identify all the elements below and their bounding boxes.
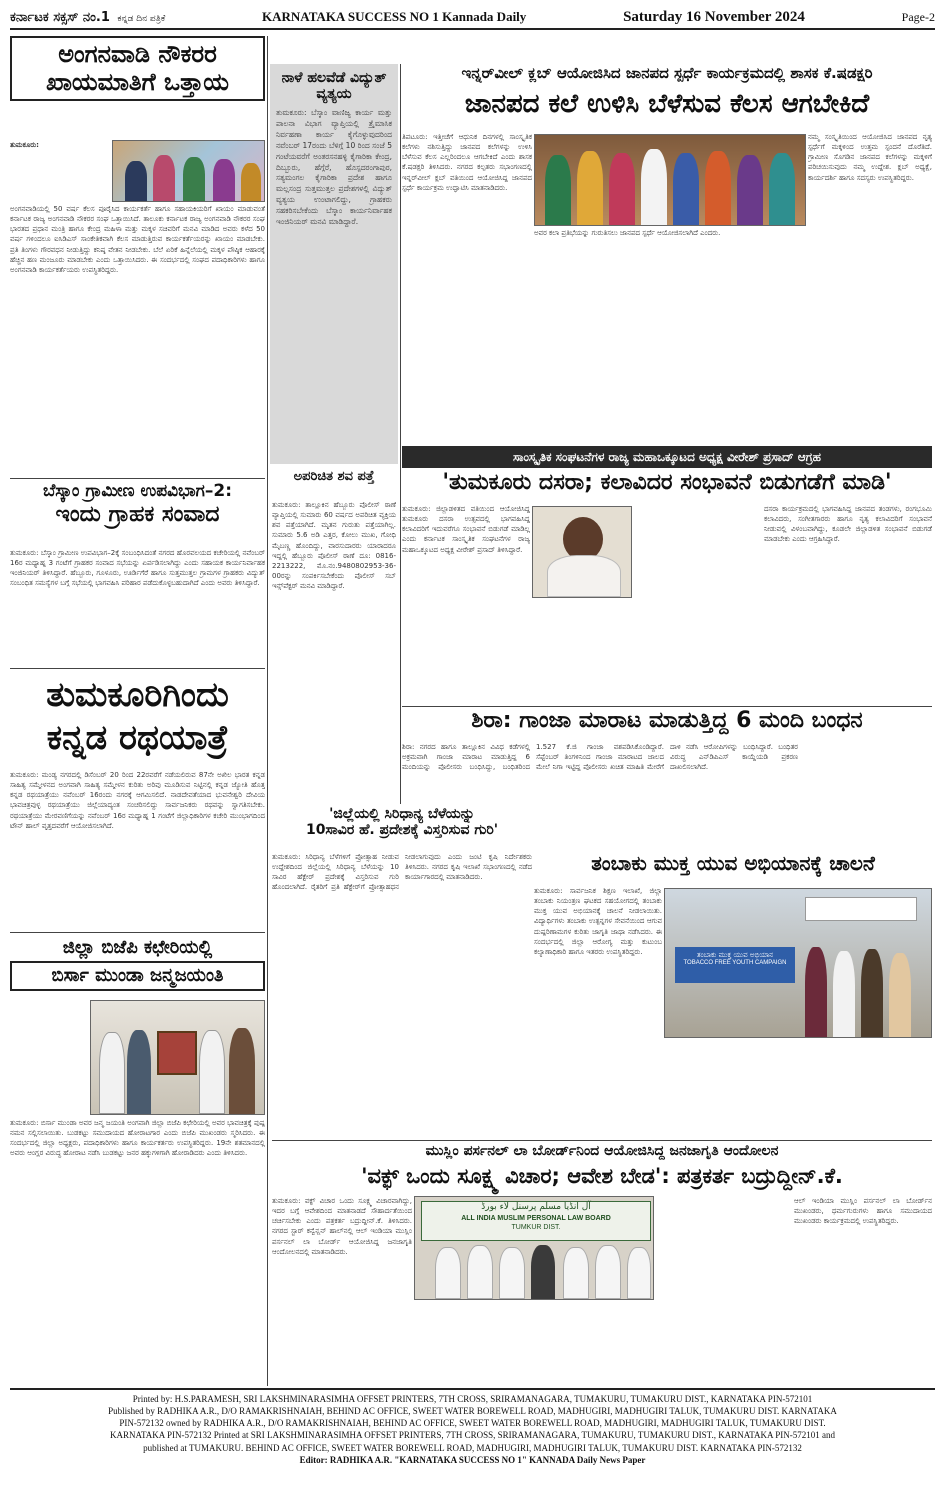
power-cut-body: ತುಮಕೂರು: ಬೆಸ್ಕಾಂ ವಾಣಿಜ್ಯ ಕಾರ್ಯ ಮತ್ತು ಪಾಲನಾ ವಿಭಾಗ ವ್ಯಾಪ್ತಿಯಲ್ಲಿ ತ್ರೈಮಾಸಿಕ ನಿರ್ವಹಣಾ ಕಾರ್ಯ ಕೈಗೊಳ್ಳುವುದರಿಂದ ನವೆಂಬರ್ 17ರಂದು ಬೆಳಿಗ್ಗೆ 10 ರಿಂದ ಸಂಜೆ 5 ಗಂಟೆಯವರೆಗೆ ಅಂತರಸನಹಳ್ಳಿ ಕೈಗಾರಿಕಾ ಕೇಂದ್ರ, ದಿಬ್ಬೂರು, ಹೆಗ್ಗೆರೆ, ಹೊಸ್ಪದರಂಗಾಪುರ, ಸತ್ಯಮಂಗಲ ಕೈಗಾರಿಕಾ ಪ್ರದೇಶ ಹಾಗೂ ಮಲ್ಲಸಂದ್ರ ಸುತ್ತಮುತ್ತಲ ಪ್ರದೇಶಗಳಲ್ಲಿ ವಿದ್ಯುತ್ ವ್ಯತ್ಯಯ ಉಂಟಾಗಲಿದ್ದು, ಗ್ರಾಹಕರು ಸಹಕರಿಸಬೇಕೆಂದು ಬೆಸ್ಕಾಂ ಕಾರ್ಯನಿರ್ವಾಹಕ ಇಂಜಿನಿಯರ್ ಮನವಿ ಮಾಡಿದ್ದಾರೆ. [276,108,392,226]
waqf-body-left: ತುಮಕೂರು: ವಕ್ಫ್ ವಿಚಾರ ಒಂದು ಸೂಕ್ಷ್ಮ ವಿಚಾರವಾಗಿದ್ದು, ಇದರ ಬಗ್ಗೆ ಆವೇಶದಿಂದ ಮಾತನಾಡದೆ ಸೌಹಾರ್ದತೆಯಿಂದ ಚರ್ಚಿಸಬೇಕು ಎಂದು ಪತ್ರಕರ್ತ ಬದ್ರುದ್ದೀನ್.ಕೆ. ತಿಳಿಸಿದರು. ನಗರದ ಸ್ಟಾರ್ ಕನ್ವೆನ್ಷನ್ ಹಾಲ್‌ನಲ್ಲಿ ಆಲ್ ಇಂಡಿಯಾ ಮುಸ್ಲಿಂ ಪರ್ಸನಲ್ ಲಾ ಬೋರ್ಡ್ ಆಯೋಜಿಸಿದ್ದ ಜನಜಾಗೃತಿ ಆಂದೋಲನದಲ್ಲಿ ಮಾತನಾಡಿದರು. [272,1197,412,1256]
person-figure [641,149,667,225]
person-figure [183,157,205,201]
issue-date: Saturday 16 November 2024 [623,8,805,25]
person-figure [153,155,175,201]
person-figure [861,949,883,1037]
banner-urdu: آل انڈیا مسلم پرسنل لاء بورڈ [481,1202,591,1212]
person-figure [127,1030,151,1114]
person-figure [99,1032,125,1114]
story-anganwadi-body: ಅಂಗನವಾಡಿಯಲ್ಲಿ 50 ವರ್ಷ ಕೆಲಸ ಪೂರೈಸಿದ ಕಾರ್ಯಕರ್ತೆ ಹಾಗೂ ಸಹಾಯಕಿಯರಿಗೆ ಖಾಯಂ ಮಾಡುವಂತೆ ಕರ್ನಾಟಕ ರಾಜ್ಯ ಅಂಗನವಾಡಿ ನೌಕರರ ಸಂಘ ಒತ್ತಾಯಿಸಿದೆ. ತಾಲೂಕು ಕರ್ನಾಟಕ ರಾಜ್ಯ ಅಂಗನವಾಡಿ ನೌಕರರ ಸಂಘ ಭಾರತದ ಪ್ರಧಾನ ಮಂತ್ರಿ ಹಾಗೂ ಕೇಂದ್ರ ಮಹಿಳಾ ಮತ್ತು ಮಕ್ಕಳ ಸಚಿವರಿಗೆ ಮನವಿ ಮಾಡಿದ ಅವರು ಕಳೆದ 50 ವರ್ಷ ಗಳಿಂದಲೂ ಐಸಿಡಿಎಸ್ ಸಾಂಕೇತಿಕವಾಗಿ ಕೆಲಸ ಮಾಡುತ್ತಿರುವ ಕಾರ್ಯಕರ್ತೆಯರನ್ನು ಖಾಯಂ ಮಾಡಬೇಕು. ಪ್ರತಿ ತಿಂಗಳು ಗೌರವಧನ ನೀಡುತ್ತಿದ್ದು ಕನಿಷ್ಠ ವೇತನ ನೀಡಬೇಕು. ಬೆಲೆ ಏರಿಕೆ ಹಿನ್ನೆಲೆಯಲ್ಲಿ ಮಕ್ಕಳ ಪೌಷ್ಠಿಕ ಆಹಾರಕ್ಕೆ ಹೆಚ್ಚಿನ ಹಣ ಮಂಜೂರು ಮಾಡಬೇಕು ಎಂದು ಒತ್ತಾಯಿಸಿದರು. ಈ ಸಂದರ್ಭದಲ್ಲಿ ಸಂಘದ ಪದಾಧಿಕಾರಿಗಳು ಹಾಗೂ ಅಂಗನವಾಡಿ ಕಾರ್ಯಕರ್ತೆಯರು ಉಪಸ್ಥಿತರಿದ್ದರು. [10,205,265,274]
banner-english: ALL INDIA MUSLIM PERSONAL LAW BOARD [461,1214,611,1222]
story-birsa-body: ತುಮಕೂರು: ಬಿರ್ಸಾ ಮುಂಡಾ ಅವರ ಜನ್ಮ ಜಯಂತಿ ಅಂಗವಾಗಿ ಜಿಲ್ಲಾ ಬಿಜೆಪಿ ಕಛೇರಿಯಲ್ಲಿ ಅವರ ಭಾವಚಿತ್ರಕ್ಕೆ ಪುಷ್ಪ ನಮನ ಸಲ್ಲಿಸಲಾಯಿತು. ಬುಡಕಟ್ಟು ಸಮುದಾಯದ ಹೋರಾಟಗಾರ ಎಂದು ಬಿಜೆಪಿ ಮುಖಂಡರು ಸ್ಮರಿಸಿದರು. ಈ ಸಂದರ್ಭದಲ್ಲಿ ಜಿಲ್ಲಾ ಅಧ್ಯಕ್ಷರು, ಪದಾಧಿಕಾರಿಗಳು ಹಾಗೂ ಕಾರ್ಯಕರ್ತರು ಉಪಸ್ಥಿತರಿದ್ದರು. 19ನೇ ಶತಮಾನದಲ್ಲಿ ಅವರು ಆಂಗ್ಲರ ವಿರುದ್ಧ ಹೋರಾಟ ನಡೆಸಿ ಬುಡಕಟ್ಟು ಜನರ ಹಕ್ಕುಗಳಿಗಾಗಿ ಹೋರಾಡಿದರು ಎಂದು ತಿಳಿಸಿದರು. [10,1119,265,1158]
jaanapada-body-right: ನಮ್ಮ ಸಂಸ್ಕೃತಿಯಿಂದ ಆಯೋಜಿಸಿದ ಜಾನಪದ ನೃತ್ಯ ಸ್ಪರ್ಧೆಗೆ ಮಕ್ಕಳಿಂದ ಉತ್ತಮ ಸ್ಪಂದನೆ ದೊರೆತಿದೆ. ಗ್ರಾಮೀಣ ಸೊಗಡಿನ ಜಾನಪದ ಕಲೆಗಳನ್ನು ಮಕ್ಕಳಿಗೆ ಪರಿಚಯಿಸುವುದು ನಮ್ಮ ಉದ್ದೇಶ. ಕ್ಲಬ್ ಅಧ್ಯಕ್ಷೆ, ಕಾರ್ಯದರ್ಶಿ ಹಾಗೂ ಸದಸ್ಯರು ಉಪಸ್ಥಿತರಿದ್ದರು. [808,133,932,182]
divider [10,932,265,933]
ganja-headline: ಶಿರಾ: ಗಾಂಜಾ ಮಾರಾಟ ಮಾಡುತ್ತಿದ್ದ 6 ಮಂದಿ ಬಂಧನ [471,708,863,733]
divider [402,706,932,707]
tobacco-photo [664,888,932,1038]
column-rule [267,36,268,1386]
shirt-figure [547,555,621,597]
imprint-line: Published by RADHIKA A.R., D/O RAMAKRISHNAIAH, BEHIND AC OFFICE, SWEET WATER BOREWELL ROAD, MADHUGIRI, MADHUGIRI TALUK, TUMAKURU DIST. KARNATAKA [108,1406,837,1417]
story-birsa-intro [10,1000,88,1120]
person-figure [673,153,699,225]
person-figure [467,1245,493,1299]
person-figure [213,159,235,201]
person-figure [435,1247,461,1299]
person-figure [737,155,763,225]
headline-line-1: ಬೆಸ್ಕಾಂ ಗ್ರಾಮೀಣ ಉಪವಿಭಾಗ–2: [43,481,232,501]
waqf-photo [414,1196,654,1300]
imprint-line: Printed by: H.S.PARAMESH, SRI LAKSHMINARASIMHA OFFSET PRINTERS, 7TH CROSS, SRIRAMANAGARA, TUMAKURU, TUMAKURU DIST., KARNATAKA PIN-572101 [132,1394,813,1404]
ganja-body: ಶಿರಾ: ನಗರದ ಹಾಗೂ ತಾಲ್ಲೂಕಿನ ವಿವಿಧ ಕಡೆಗಳಲ್ಲಿ ಅಕ್ರಮವಾಗಿ ಗಾಂಜಾ ಮಾರಾಟ ಮಾಡುತ್ತಿದ್ದ 6 ಮಂದಿಯನ್ನು ಪೊಲೀಸರು ಬಂಧಿಸಿದ್ದು, ಬಂಧಿತರಿಂದ 1.527 ಕೆ.ಜಿ ಗಾಂಜಾ ವಶಪಡಿಸಿಕೊಂಡಿದ್ದಾರೆ. ಸೆಪ್ಟೆಂಬರ್ ತಿಂಗಳಿನಿಂದ ಗಾಂಜಾ ಮಾರಾಟದ ಜಾಲದ ಮೇಲೆ ನಿಗಾ ಇಟ್ಟಿದ್ದ ಪೊಲೀಸರು ಖಚಿತ ಮಾಹಿತಿ ಮೇರೆಗೆ ದಾಳಿ ನಡೆಸಿ ಆರೋಪಿಗಳನ್ನು ಬಂಧಿಸಿದ್ದಾರೆ. ಬಂಧಿತರ ವಿರುದ್ಧ ಎನ್‌ಡಿಪಿಎಸ್ ಕಾಯ್ದೆಯಡಿ ಪ್ರಕರಣ ದಾಖಲಿಸಲಾಗಿದೆ. [402,743,798,772]
person-figure [545,155,571,225]
jaanapada-body-left: ತಿಪಟೂರು: ಇತ್ತೀಚೆಗೆ ಆಧುನಿಕ ದಿನಗಳಲ್ಲಿ ಸಾಂಸ್ಕೃತಿಕ ಕಲೆಗಳು ನಶಿಸುತ್ತಿದ್ದು ಜಾನಪದ ಕಲೆಗಳನ್ನು ಉಳಿಸಿ ಬೆಳೆಸುವ ಕೆಲಸ ಎಲ್ಲರಿಂದಲೂ ಆಗಬೇಕಿದೆ ಎಂದು ಶಾಸಕ ಕೆ.ಷಡಕ್ಷರಿ ತಿಳಿಸಿದರು. ನಗರದ ಕಲ್ಪತರು ಸಭಾಂಗಣದಲ್ಲಿ ಇನ್ನರ್‌ವೀಲ್ ಕ್ಲಬ್ ವತಿಯಿಂದ ಆಯೋಜಿಸಿದ್ದ ಜಾನಪದ ಸ್ಪರ್ಧೆ ಕಾರ್ಯಕ್ರಮ ಉದ್ಘಾಟಿಸಿ ಮಾತನಾಡಿದರು. [402,133,532,192]
portrait-frame [157,1031,197,1075]
dasara-headline: 'ತುಮಕೂರು ದಸರಾ; ಕಲಾವಿದರ ಸಂಭಾವನೆ ಬಿಡುಗಡೆಗೆ ಮಾಡಿ' [442,470,892,495]
waqf-body-mid [414,1302,654,1384]
person-figure [563,1247,589,1299]
headline-line-2: 10ಸಾವಿರ ಹೆ. ಪ್ರದೇಶಕ್ಕೆ ವಿಸ್ತರಿಸುವ ಗುರಿ' [305,822,499,839]
campaign-banner-text: ತಂಬಾಕು ಮುಕ್ತ ಯುವ ಅಭಿಯಾನ [696,951,774,959]
law-board-banner [421,1201,651,1241]
person-figure [595,1245,621,1299]
tobacco-body-right [664,1040,932,1136]
anganwadi-photo [112,140,265,202]
tobacco-body: ತುಮಕೂರು: ಸಾರ್ವಜನಿಕ ಶಿಕ್ಷಣ ಇಲಾಖೆ, ಜಿಲ್ಲಾ ತಂಬಾಕು ನಿಯಂತ್ರಣ ಘಟಕದ ಸಹಯೋಗದಲ್ಲಿ ತಂಬಾಕು ಮುಕ್ತ ಯುವ ಅಭಿಯಾನಕ್ಕೆ ಚಾಲನೆ ನೀಡಲಾಯಿತು. ವಿದ್ಯಾರ್ಥಿಗಳು ತಂಬಾಕು ಉತ್ಪನ್ನಗಳ ಸೇವನೆಯಿಂದ ಆಗುವ ದುಷ್ಪರಿಣಾಮಗಳ ಕುರಿತು ಜಾಗೃತಿ ಜಾಥಾ ನಡೆಸಿದರು. ಈ ಸಂದರ್ಭದಲ್ಲಿ ಜಿಲ್ಲಾ ಆರೋಗ್ಯ ಮತ್ತು ಕುಟುಂಬ ಕಲ್ಯಾಣಾಧಿಕಾರಿ ಹಾಗೂ ಇತರರು ಉಪಸ್ಥಿತರಿದ್ದರು. [534,887,662,956]
story-birsa-headline [10,938,265,991]
headline-line-2: ಕನ್ನಡ ರಥಯಾತ್ರೆ [46,717,229,758]
page-number: Page-2 [901,9,935,24]
waqf-body-right-a [656,1196,792,1384]
person-figure [241,163,261,201]
headline-line-2: ಬಿರ್ಸಾ ಮುಂಡಾ ಜನ್ಮಜಯಂತಿ [10,961,265,992]
headline-line-1: ಜಿಲ್ಲಾ ಬಿಜೆಪಿ ಕಛೇರಿಯಲ್ಲಿ [62,937,213,958]
jaanapada-photo-caption: ಅವರ ಕಲಾ ಪ್ರತಿಭೆಯನ್ನು ಗುರುತಿಸಲು ಜಾನಪದ ಸ್ಪರ್ಧೆ ಆಯೋಜಿಸಲಾಗಿದೆ ಎಂದರು. [534,229,721,237]
power-cut-box [270,64,398,464]
person-figure [229,1028,255,1114]
waqf-body-right: ಆಲ್ ಇಂಡಿಯಾ ಮುಸ್ಲಿಂ ಪರ್ಸನಲ್ ಲಾ ಬೋರ್ಡ್‌ನ ಮುಖಂಡರು, ಧರ್ಮಗುರುಗಳು ಹಾಗೂ ಸಮುದಾಯದ ಮುಖಂಡರು ಕಾರ್ಯಕ್ರಮದಲ್ಲಿ ಉಪಸ್ಥಿತರಿದ್ದರು. [794,1197,932,1226]
campaign-banner-sub: TOBACCO FREE YOUTH CAMPAIGN [683,960,787,966]
person-figure [769,153,795,225]
divider [272,1140,932,1141]
story-bescom-body: ತುಮಕೂರು: ಬೆಸ್ಕಾಂ ಗ್ರಾಮೀಣ ಉಪವಿಭಾಗ–2ಕ್ಕೆ ಸಂಬಂಧಿಸಿದಂತೆ ನಗರದ ಹೊರವಲಯದ ಕಚೇರಿಯಲ್ಲಿ ನವೆಂಬರ್ 16ರ ಮಧ್ಯಾಹ್ನ 3 ಗಂಟೆಗೆ ಗ್ರಾಹಕರ ಸಂವಾದ ಸಭೆಯನ್ನು ಏರ್ಪಡಿಸಲಾಗಿದ್ದು ಎಂದು ಸಹಾಯಕ ಕಾರ್ಯನಿರ್ವಾಹಕ ಇಂಜಿನಿಯರ್ ತಿಳಿಸಿದ್ದಾರೆ. ಹೆಬ್ಬೂರು, ಗೂಳೂರು, ಊರ್ಡಿಗೆರೆ ಹಾಗೂ ಸುತ್ತಮುತ್ತಲ ಗ್ರಾಮಗಳ ಗ್ರಾಹಕರು ವಿದ್ಯುತ್ ಸಂಬಂಧಿತ ಸಮಸ್ಯೆಗಳ ಬಗ್ಗೆ ಸಭೆಯಲ್ಲಿ ಭಾಗವಹಿಸಿ ಪರಿಹಾರ ಪಡೆದುಕೊಳ್ಳಬಹುದಾಗಿದೆ ಎಂದು ಅವರು ತಿಳಿಸಿದ್ದಾರೆ. [10,549,265,588]
banner-district: TUMKUR DIST. [511,1223,561,1231]
veeresh-prasad-photo [532,506,632,598]
person-figure [889,953,911,1037]
headline-line-1: 'ಜಿಲ್ಲೆಯಲ್ಲಿ ಸಿರಿಧಾನ್ಯ ಬೆಳೆಯನ್ನು [329,806,475,822]
siridhanya-headline [272,806,532,838]
dasara-body-left: ತುಮಕೂರು: ಜಿಲ್ಲಾಡಳಿತದ ವತಿಯಿಂದ ಆಯೋಜಿಸಿದ್ದ ತುಮಕೂರು ದಸರಾ ಉತ್ಸವದಲ್ಲಿ ಭಾಗವಹಿಸಿದ್ದ ಕಲಾವಿದರಿಗೆ ಇದುವರೆಗೂ ಸಂಭಾವನೆ ಬಿಡುಗಡೆ ಮಾಡಿಲ್ಲ ಎಂದು ಕರ್ನಾಟಕ ಸಾಂಸ್ಕೃತಿಕ ಸಂಘಟನೆಗಳ ರಾಜ್ಯ ಮಹಾಒಕ್ಕೂಟದ ಅಧ್ಯಕ್ಷ ವೀರೇಶ್ ಪ್ರಸಾದ್ ತಿಳಿಸಿದ್ದಾರೆ. [402,505,530,554]
person-figure [499,1247,525,1299]
jaanapada-kicker: ಇನ್ನರ್‌ವೀಲ್ ಕ್ಲಬ್ ಆಯೋಜಿಸಿದ ಜಾನಪದ ಸ್ಪರ್ಧೆ ಕಾರ್ಯಕ್ರಮದಲ್ಲಿ ಶಾಸಕ ಕೆ.ಷಡಕ್ಷರಿ [461,64,873,82]
headline-line-2: ಖಾಯಮಾತಿಗೆ ಒತ್ತಾಯ [45,67,230,96]
person-figure [805,947,827,1037]
column-rule [400,64,401,804]
imprint-line: KARNATAKA PIN-572132 Printed at SRI LAKSHMINARASIMHA OFFSET PRINTERS, 7TH CROSS, SRIRAMANAGARA, TUMAKURU, TUMAKURU DIST., KARNATAKA PIN-572101 and [110,1430,835,1441]
editor-line: Editor: RADHIKA A.R. "KARNATAKA SUCCESS NO 1" KANNADA Daily News Paper [299,1454,646,1465]
divider [10,668,265,669]
kannada-subtitle: ಕನ್ನಡ ದಿನ ಪತ್ರಿಕೆ [117,13,166,24]
imprint-footer [10,1388,935,1494]
campaign-banner [675,947,795,983]
person-figure [705,151,731,225]
dasara-body-mid [634,504,762,704]
person-figure [531,1245,555,1299]
headline-line-2: ಇಂದು ಗ್ರಾಹಕ ಸಂವಾದ [55,501,220,527]
headline-line-1: ತುಮಕೂರಿಗಿಂದು [46,675,229,715]
waqf-headline: 'ವಕ್ಫ್ ಒಂದು ಸೂಕ್ಷ್ಮ ವಿಚಾರ; ಆವೇಶ ಬೇಡ': ಪತ್ರಕರ್ತ ಬದ್ರುದ್ದೀನ್.ಕೆ. [361,1164,843,1188]
jaanapada-photo [534,134,806,226]
story-anganwadi [10,36,265,101]
headline-line-1: ಅಂಗನವಾಡಿ ನೌಕರರ [58,40,217,68]
person-figure [833,951,855,1037]
kannada-title: ಕರ್ನಾಟಕ ಸಕ್ಸಸ್ ನಂ.1 [10,9,110,25]
english-title: KARNATAKA SUCCESS NO 1 Kannada Daily [262,9,527,24]
dead-body-story: ತುಮಕೂರು: ತಾಲ್ಲೂಕಿನ ಹೆಬ್ಬೂರು ಪೊಲೀಸ್ ಠಾಣೆ ವ್ಯಾಪ್ತಿಯಲ್ಲಿ ಸುಮಾರು 60 ವರ್ಷದ ಅಪರಿಚಿತ ವ್ಯಕ್ತಿಯ ಶವ ಪತ್ತೆಯಾಗಿದೆ. ಮೃತನ ಗುರುತು ಪತ್ತೆಯಾಗಿಲ್ಲ. ಸುಮಾರು 5.6 ಅಡಿ ಎತ್ತರ, ಕೋಲು ಮುಖ, ಗೋಧಿ ಮೈಬಣ್ಣ ಹೊಂದಿದ್ದು, ವಾರಸುದಾರರು ಯಾರಾದರೂ ಇದ್ದಲ್ಲಿ ಹೆಬ್ಬೂರು ಪೊಲೀಸ್ ಠಾಣೆ ದೂ: 0816-2213222, ಮೊ.ನಂ.9480802953-36-00ರನ್ನು ಸಂಪರ್ಕಿಸಬೇಕೆಂದು ಪೊಲೀಸ್ ಸಬ್ ಇನ್ಸ್‌ಪೆಕ್ಟರ್ ಮನವಿ ಮಾಡಿದ್ದಾರೆ. [272,501,396,591]
imprint-line: published at TUMAKURU. BEHIND AC OFFICE, SWEET WATER BOREWELL ROAD, MADHUGIRI, MADHUGIRI TALUK, TUMAKURU DIST. KARNATAKA PIN-572132 [143,1442,802,1453]
story-anganwadi-headline [10,36,265,101]
siridhanya-body: ತುಮಕೂರು: ಸಿರಿಧಾನ್ಯ ಬೆಳೆಗಳಿಗೆ ಪ್ರೋತ್ಸಾಹ ನೀಡುವ ಉದ್ದೇಶದಿಂದ ಜಿಲ್ಲೆಯಲ್ಲಿ ಸಿರಿಧಾನ್ಯ ಬೆಳೆಯನ್ನು 10 ಸಾವಿರ ಹೆಕ್ಟೇರ್ ಪ್ರದೇಶಕ್ಕೆ ವಿಸ್ತರಿಸುವ ಗುರಿ ಹೊಂದಲಾಗಿದೆ. ರೈತರಿಗೆ ಪ್ರತಿ ಹೆಕ್ಟೇರ್‌ಗೆ ಪ್ರೋತ್ಸಾಹಧನ ನೀಡಲಾಗುವುದು ಎಂದು ಜಂಟಿ ಕೃಷಿ ನಿರ್ದೇಶಕರು ತಿಳಿಸಿದರು. ನಗರದ ಕೃಷಿ ಇಲಾಖೆ ಸಭಾಂಗಣದಲ್ಲಿ ನಡೆದ ಕಾರ್ಯಾಗಾರದಲ್ಲಿ ಮಾತನಾಡಿದರು. [272,853,532,892]
placard [805,897,917,921]
dead-body-headline: ಅಪರಿಚಿತ ಶವ ಪತ್ತೆ [293,469,375,484]
birsa-photo [90,1000,265,1115]
kicker: ತುಮಕೂರು: [10,141,39,149]
divider [10,478,265,479]
story-ratha-body: ತುಮಕೂರು: ಮಂಡ್ಯ ನಗರದಲ್ಲಿ ಡಿಸೆಂಬರ್ 20 ರಿಂದ 22ರವರೆಗೆ ನಡೆಯಲಿರುವ 87ನೇ ಅಖಿಲ ಭಾರತ ಕನ್ನಡ ಸಾಹಿತ್ಯ ಸಮ್ಮೇಳನದ ಅಂಗವಾಗಿ ಸಾಹಿತ್ಯ ಸಮ್ಮೇಳನ ಕುರಿತು ಅರಿವು ಮೂಡಿಸುವ ನಿಟ್ಟಿನಲ್ಲಿ ಕನ್ನಡ ಜ್ಯೋತಿ ಹೊತ್ತ ಕನ್ನಡ ರಥಯಾತ್ರೆಯು ನವೆಂಬರ್ 16ರಂದು ನಗರಕ್ಕೆ ಆಗಮಿಸಲಿದೆ. ನಾಡದೇವತೆಯಾದ ಭುವನೇಶ್ವರಿ ದೇವಿಯ ಭಾವಚಿತ್ರವುಳ್ಳ ರಥಯಾತ್ರೆಯು ಜಿಲ್ಲೆಯಾದ್ಯಂತ ಸಂಚರಿಸಲಿದ್ದು ಸಾರ್ವಜನಿಕರು ರಥವನ್ನು ಸ್ವಾಗತಿಸಬೇಕು. ರಥಯಾತ್ರೆಯು ಮೇರವಣಿಗೆಯನ್ನು ನವೆಂಬರ್ 16ರ ಮಧ್ಯಾಹ್ನ 1 ಗಂಟೆಗೆ ಜಿಲ್ಲಾಧಿಕಾರಿಗಳ ಕಚೇರಿ ಮುಂಭಾಗದಿಂದ ಟೌನ್ ಹಾಲ್ ವೃತ್ತದವರೆಗೆ ಆಯೋಜಿಸಲಾಗಿದೆ. [10,771,265,830]
person-figure [609,153,635,225]
story-bescom-headline [10,482,265,527]
masthead-kannada [10,10,165,25]
story-ratha-headline [10,674,265,759]
person-figure [199,1030,225,1114]
dasara-body-right: ದಸರಾ ಕಾರ್ಯಕ್ರಮದಲ್ಲಿ ಭಾಗವಹಿಸಿದ್ದ ಜಾನಪದ ತಂಡಗಳು, ರಂಗಭೂಮಿ ಕಲಾವಿದರು, ಸಂಗೀತಗಾರರು ಹಾಗೂ ನೃತ್ಯ ಕಲಾವಿದರಿಗೆ ಸಂಭಾವನೆ ನೀಡುವಲ್ಲಿ ವಿಳಂಬವಾಗಿದ್ದು, ಕೂಡಲೇ ಜಿಲ್ಲಾಡಳಿತ ಸಂಭಾವನೆ ಬಿಡುಗಡೆ ಮಾಡಬೇಕು ಎಂದು ಆಗ್ರಹಿಸಿದ್ದಾರೆ. [764,505,932,544]
story-anganwadi-kicker [10,140,110,202]
person-figure [577,151,603,225]
waqf-kicker: ಮುಸ್ಲಿಂ ಪರ್ಸನಲ್ ಲಾ ಬೋರ್ಡ್‌ನಿಂದ ಆಯೋಜಿಸಿದ್ದ ಜನಜಾಗೃತಿ ಆಂದೋಲನ [425,1143,779,1159]
tobacco-headline: ತಂಬಾಕು ಮುಕ್ತ ಯುವ ಅಭಿಯಾನಕ್ಕೆ ಚಾಲನೆ [591,851,875,875]
imprint-line: PIN-572132 owned by RADHIKA A.R., D/O RAMAKRISHNAIAH, BEHIND AC OFFICE, SWEET WATER BOREWELL ROAD, MADHUGIRI, MADHUGIRI TALUK, TUMAKURU DIST. [119,1418,826,1429]
dasara-kicker-banner: ಸಾಂಸ್ಕೃತಿಕ ಸಂಘಟನೆಗಳ ರಾಜ್ಯ ಮಹಾಒಕ್ಕೂಟದ ಅಧ್ಯಕ್ಷ ವೀರೇಶ್ ಪ್ರಸಾದ್ ಆಗ್ರಹ [402,446,932,468]
person-figure [627,1247,651,1299]
masthead [10,6,935,30]
power-cut-headline: ನಾಳೆ ಹಲವೆಡೆ ವಿದ್ಯುತ್ ವ್ಯತ್ಯಯ [281,70,387,103]
jaanapada-headline: ಜಾನಪದ ಕಲೆ ಉಳಿಸಿ ಬೆಳೆಸುವ ಕೆಲಸ ಆಗಬೇಕಿದೆ [464,89,870,119]
person-figure [125,161,147,201]
